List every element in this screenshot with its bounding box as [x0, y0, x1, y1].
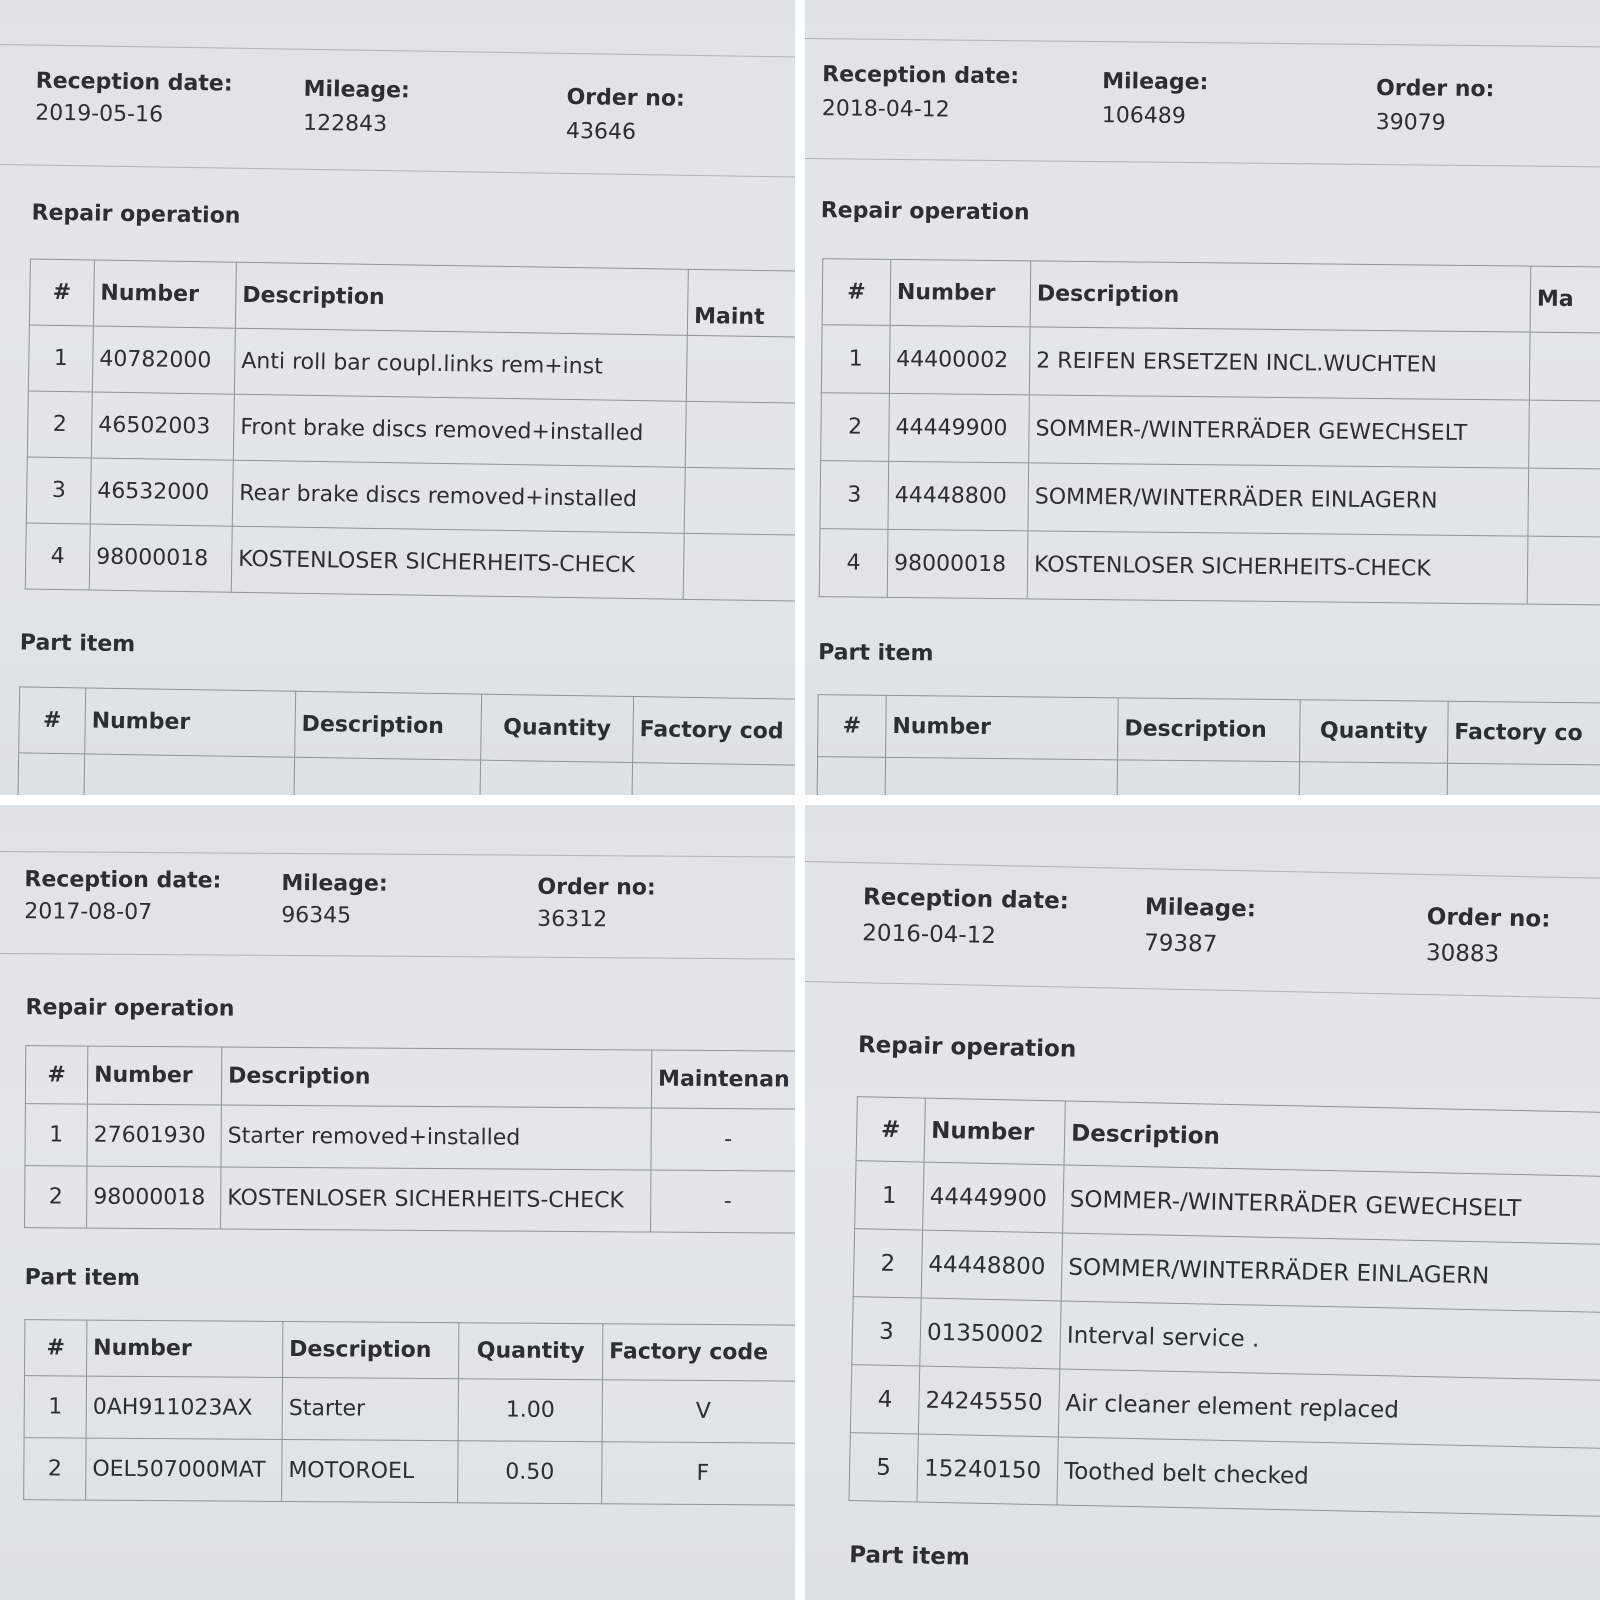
reception-date-value: 2018-04-12: [821, 96, 950, 123]
col-number: Number: [93, 260, 236, 328]
row-description: SOMMER-/WINTERRÄDER GEWECHSELT: [1029, 395, 1530, 468]
row-maint: [1529, 400, 1600, 469]
repair-operation-heading: Repair operation: [25, 995, 235, 1022]
row-number: 98000018: [89, 524, 232, 592]
row-description: Starter removed+installed: [221, 1105, 651, 1170]
row-number: 24245550: [918, 1366, 1059, 1437]
row-number: 98000018: [87, 1166, 221, 1229]
row-description: KOSTENLOSER SICHERHEITS-CHECK: [1027, 531, 1528, 604]
row-description: Toothed belt checked: [1057, 1437, 1600, 1517]
row-factory-code: V: [602, 1380, 795, 1443]
reception-date-value: 2019-05-16: [35, 100, 164, 128]
col-factory-code: Factory co: [1448, 701, 1600, 765]
col-description: Description: [235, 262, 688, 335]
col-number: Number: [87, 1320, 283, 1377]
part-item-heading: Part item: [24, 1265, 141, 1291]
row-index: 3: [26, 457, 91, 524]
row-index: 3: [852, 1297, 921, 1366]
col-quantity: Quantity: [1300, 700, 1449, 764]
order-no-value: 30883: [1425, 940, 1500, 968]
table-header-row: [822, 259, 1600, 333]
table-row: [820, 461, 1600, 537]
row-number: 44448800: [921, 1230, 1062, 1301]
row-index: 2: [25, 1166, 87, 1228]
record-panel-2017: [0, 805, 795, 1600]
row-number: 46502003: [91, 392, 234, 460]
repair-operation-table: [819, 258, 1600, 605]
table-row: [25, 1104, 795, 1171]
record-panel-2016: [805, 805, 1600, 1600]
row-index: 1: [25, 1104, 87, 1166]
row-number: 46532000: [90, 458, 233, 526]
table-row: [821, 393, 1600, 469]
reception-date-label: Reception date:: [822, 62, 1020, 90]
row-index: 5: [849, 1433, 918, 1502]
row-maint: -: [651, 1170, 795, 1233]
divider: [0, 851, 795, 858]
row-description: SOMMER-/WINTERRÄDER GEWECHSELT: [1063, 1165, 1600, 1245]
reception-date-label: Reception date:: [24, 867, 222, 894]
part-item-table: [23, 1319, 795, 1505]
col-quantity: Quantity: [459, 1323, 603, 1380]
order-no-label: Order no:: [1426, 904, 1551, 933]
row-index: 4: [25, 523, 90, 590]
divider: [805, 861, 1600, 879]
repair-operation-table: [24, 1045, 795, 1233]
col-hash: #: [25, 1320, 87, 1376]
table-row: [819, 529, 1600, 605]
col-description: Description: [295, 691, 482, 760]
table-row: [27, 391, 795, 469]
order-no-value: 36312: [537, 906, 608, 933]
mileage-label: Mileage:: [281, 870, 388, 897]
row-number: 15240150: [917, 1434, 1058, 1505]
table-header-row: [25, 1046, 795, 1109]
part-item-heading: Part item: [19, 630, 136, 658]
col-number: Number: [924, 1098, 1065, 1165]
row-maint: [1527, 536, 1600, 605]
table-row: [849, 1433, 1600, 1517]
row-quantity: 1.00: [458, 1379, 602, 1442]
table-header-row: [818, 695, 1600, 765]
record-panel-2019: [0, 0, 795, 795]
repair-operation-heading: Repair operation: [857, 1032, 1077, 1063]
row-description: Front brake discs removed+installed: [233, 394, 686, 467]
mileage-label: Mileage:: [1144, 894, 1257, 923]
row-number: 27601930: [87, 1104, 221, 1167]
row-index: 1: [28, 325, 93, 392]
row-description: KOSTENLOSER SICHERHEITS-CHECK: [221, 1167, 651, 1232]
row-index: 1: [821, 325, 890, 394]
part-item-table: [17, 686, 795, 795]
reception-date-label: Reception date:: [35, 68, 233, 97]
row-maint: [683, 533, 795, 601]
col-number: Number: [87, 1046, 221, 1105]
divider: [805, 158, 1600, 167]
col-description: Description: [283, 1321, 459, 1378]
order-no-label: Order no:: [566, 84, 686, 112]
reception-date-value: 2017-08-07: [24, 899, 153, 926]
divider: [0, 44, 795, 58]
row-maint: [1529, 332, 1600, 401]
table-row: [24, 1376, 795, 1443]
divider: [0, 164, 795, 178]
row-description: Interval service .: [1060, 1301, 1600, 1381]
repair-operation-heading: Repair operation: [820, 198, 1030, 226]
col-hash: #: [19, 687, 86, 754]
table-header-row: [19, 687, 795, 765]
row-index: 2: [27, 391, 92, 458]
row-index: 4: [819, 529, 888, 598]
divider: [0, 953, 795, 960]
reception-date-value: 2016-04-12: [862, 920, 997, 950]
row-index: 2: [821, 393, 890, 462]
table-row: [24, 1438, 795, 1505]
row-factory-code: F: [602, 1442, 795, 1505]
row-maint: [684, 467, 795, 535]
row-index: 2: [24, 1438, 86, 1500]
row-index: 4: [850, 1365, 919, 1434]
col-maint: Maint: [687, 269, 795, 337]
mileage-label: Mileage:: [1102, 69, 1209, 96]
col-quantity: Quantity: [481, 694, 634, 762]
table-header-row: [29, 259, 795, 337]
table-row: [26, 457, 795, 535]
row-number: 44400002: [889, 325, 1030, 394]
repair-operation-table: [25, 259, 795, 602]
row-index: 1: [855, 1161, 924, 1230]
order-no-label: Order no:: [1375, 75, 1495, 103]
col-hash: #: [822, 259, 891, 326]
col-hash: #: [818, 695, 887, 758]
part-item-heading: Part item: [849, 1542, 971, 1571]
col-factory-code: Factory cod: [633, 697, 795, 766]
row-description: KOSTENLOSER SICHERHEITS-CHECK: [231, 526, 684, 599]
table-row: [821, 325, 1600, 401]
row-description: Anti roll bar coupl.links rem+inst: [234, 328, 687, 401]
row-description: 2 REIFEN ERSETZEN INCL.WUCHTEN: [1029, 327, 1530, 400]
col-description: Description: [1118, 698, 1301, 762]
col-maint: Ma: [1530, 266, 1600, 333]
row-number: 98000018: [887, 529, 1028, 598]
row-description: Starter: [282, 1377, 458, 1440]
mileage-value: 122843: [302, 110, 388, 138]
mileage-value: 96345: [281, 902, 352, 929]
col-number: Number: [890, 259, 1031, 326]
table-header-row: [25, 1320, 795, 1381]
order-no-value: 43646: [565, 118, 637, 146]
row-description: SOMMER/WINTERRÄDER EINLAGERN: [1028, 463, 1529, 536]
col-hash: #: [29, 259, 94, 326]
col-number: Number: [85, 688, 296, 757]
col-description: Description: [1064, 1101, 1600, 1177]
row-number: 01350002: [920, 1298, 1061, 1369]
row-number: 44448800: [888, 461, 1029, 530]
row-description: Air cleaner element replaced: [1058, 1369, 1600, 1449]
col-description: Description: [1030, 261, 1531, 332]
reception-date-label: Reception date:: [862, 884, 1070, 915]
mileage-value: 106489: [1101, 103, 1186, 129]
row-index: 2: [853, 1229, 922, 1298]
mileage-value: 79387: [1143, 930, 1218, 958]
col-description: Description: [221, 1047, 651, 1108]
row-quantity: 0.50: [458, 1441, 602, 1504]
row-index: 1: [24, 1376, 86, 1438]
part-item-heading: Part item: [818, 640, 934, 667]
row-maint: -: [651, 1108, 795, 1171]
part-item-table: [816, 694, 1600, 795]
row-description: SOMMER/WINTERRÄDER EINLAGERN: [1061, 1233, 1600, 1313]
col-number: Number: [886, 695, 1119, 759]
row-number: 44449900: [889, 393, 1030, 462]
row-number: OEL507000MAT: [86, 1438, 282, 1501]
record-panel-2018: [805, 0, 1600, 795]
row-maint: [685, 401, 795, 469]
table-row: [28, 325, 795, 403]
col-maint: Maintenan: [651, 1050, 795, 1109]
col-hash: #: [856, 1097, 925, 1162]
order-no-label: Order no:: [537, 874, 656, 901]
row-index: 3: [820, 461, 889, 530]
repair-operation-heading: Repair operation: [31, 200, 241, 229]
row-description: Rear brake discs removed+installed: [232, 460, 685, 533]
order-no-value: 39079: [1375, 109, 1446, 136]
divider: [805, 38, 1600, 47]
row-number: 40782000: [92, 326, 235, 394]
divider: [805, 981, 1600, 999]
table-row: [25, 523, 795, 601]
col-hash: #: [25, 1046, 87, 1104]
row-maint: [686, 335, 795, 403]
table-row: [25, 1166, 795, 1233]
col-factory-code: Factory code: [603, 1324, 795, 1381]
row-description: MOTOROEL: [282, 1439, 458, 1502]
repair-operation-table: [848, 1096, 1600, 1517]
mileage-label: Mileage:: [303, 76, 411, 104]
row-maint: [1528, 468, 1600, 537]
row-number: 44449900: [923, 1162, 1064, 1233]
row-number: 0AH911023AX: [86, 1376, 282, 1439]
